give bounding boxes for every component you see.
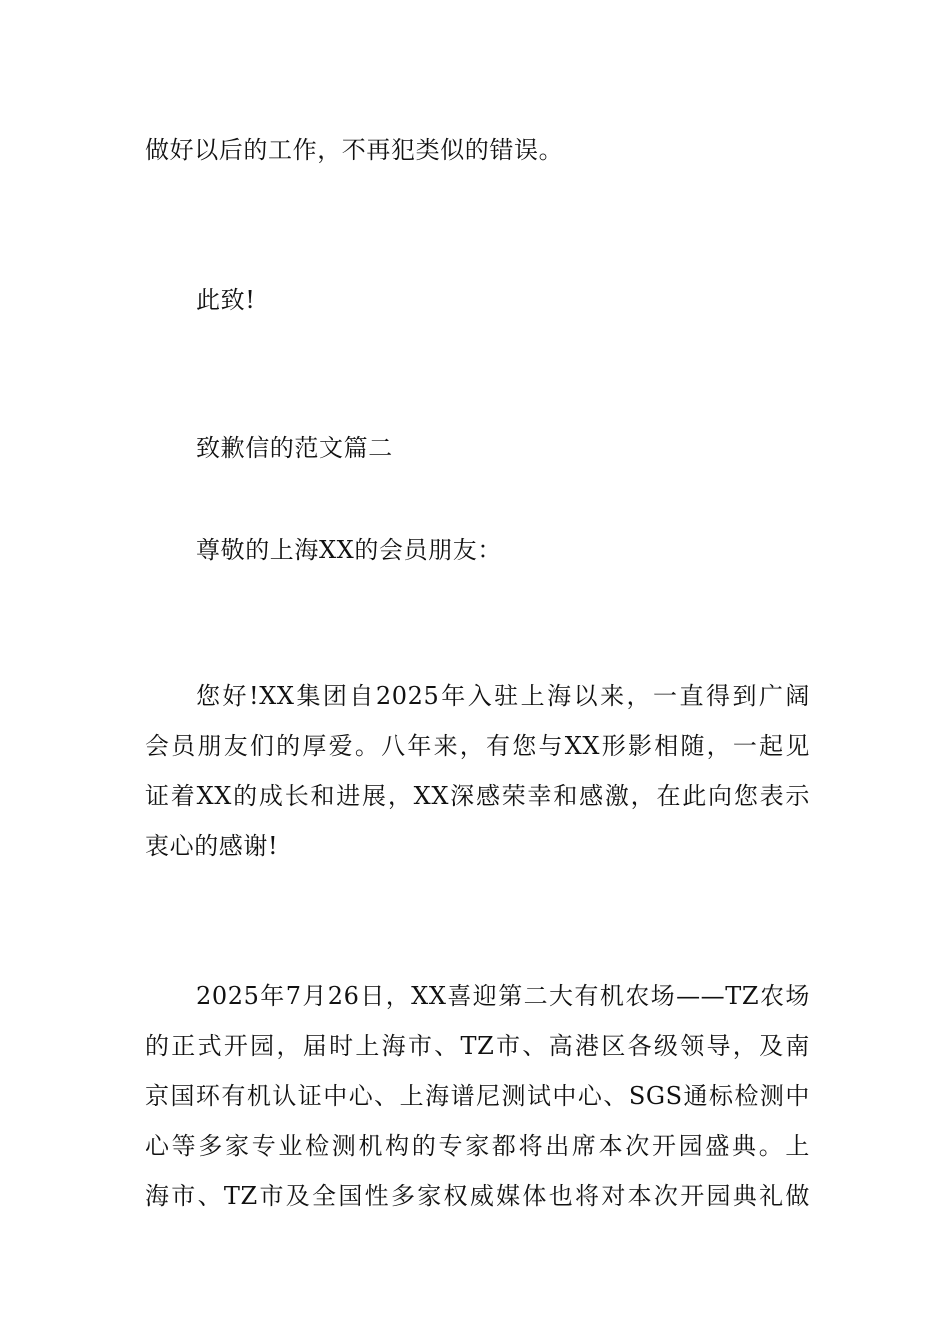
section-title: 致歉信的范文篇二 <box>196 434 393 462</box>
paragraph-line: 您好!XX集团自2025年入驻上海以来，一直得到广阔 <box>196 682 810 710</box>
salutation: 尊敬的上海XX的会员朋友： <box>196 536 502 564</box>
paragraph-line: 做好以后的工作，不再犯类似的错误。 <box>145 136 564 164</box>
paragraph-line: 证着XX的成长和进展，XX深感荣幸和感激，在此向您表示 <box>145 782 810 810</box>
paragraph-line: 的正式开园，届时上海市、TZ市、高港区各级领导，及南 <box>145 1032 810 1060</box>
closing-text: 此致! <box>196 286 256 314</box>
paragraph-line: 心等多家专业检测机构的专家都将出席本次开园盛典。上 <box>145 1132 810 1160</box>
paragraph-line: 会员朋友们的厚爱。八年来，有您与XX形影相随，一起见 <box>145 732 810 760</box>
paragraph-line: 海市、TZ市及全国性多家权威媒体也将对本次开园典礼做 <box>145 1182 810 1210</box>
paragraph-line: 2025年7月26日，XX喜迎第二大有机农场——TZ农场 <box>196 982 810 1010</box>
paragraph-line: 京国环有机认证中心、上海谱尼测试中心、SGS通标检测中 <box>145 1082 810 1110</box>
paragraph-line: 衷心的感谢! <box>145 832 279 860</box>
